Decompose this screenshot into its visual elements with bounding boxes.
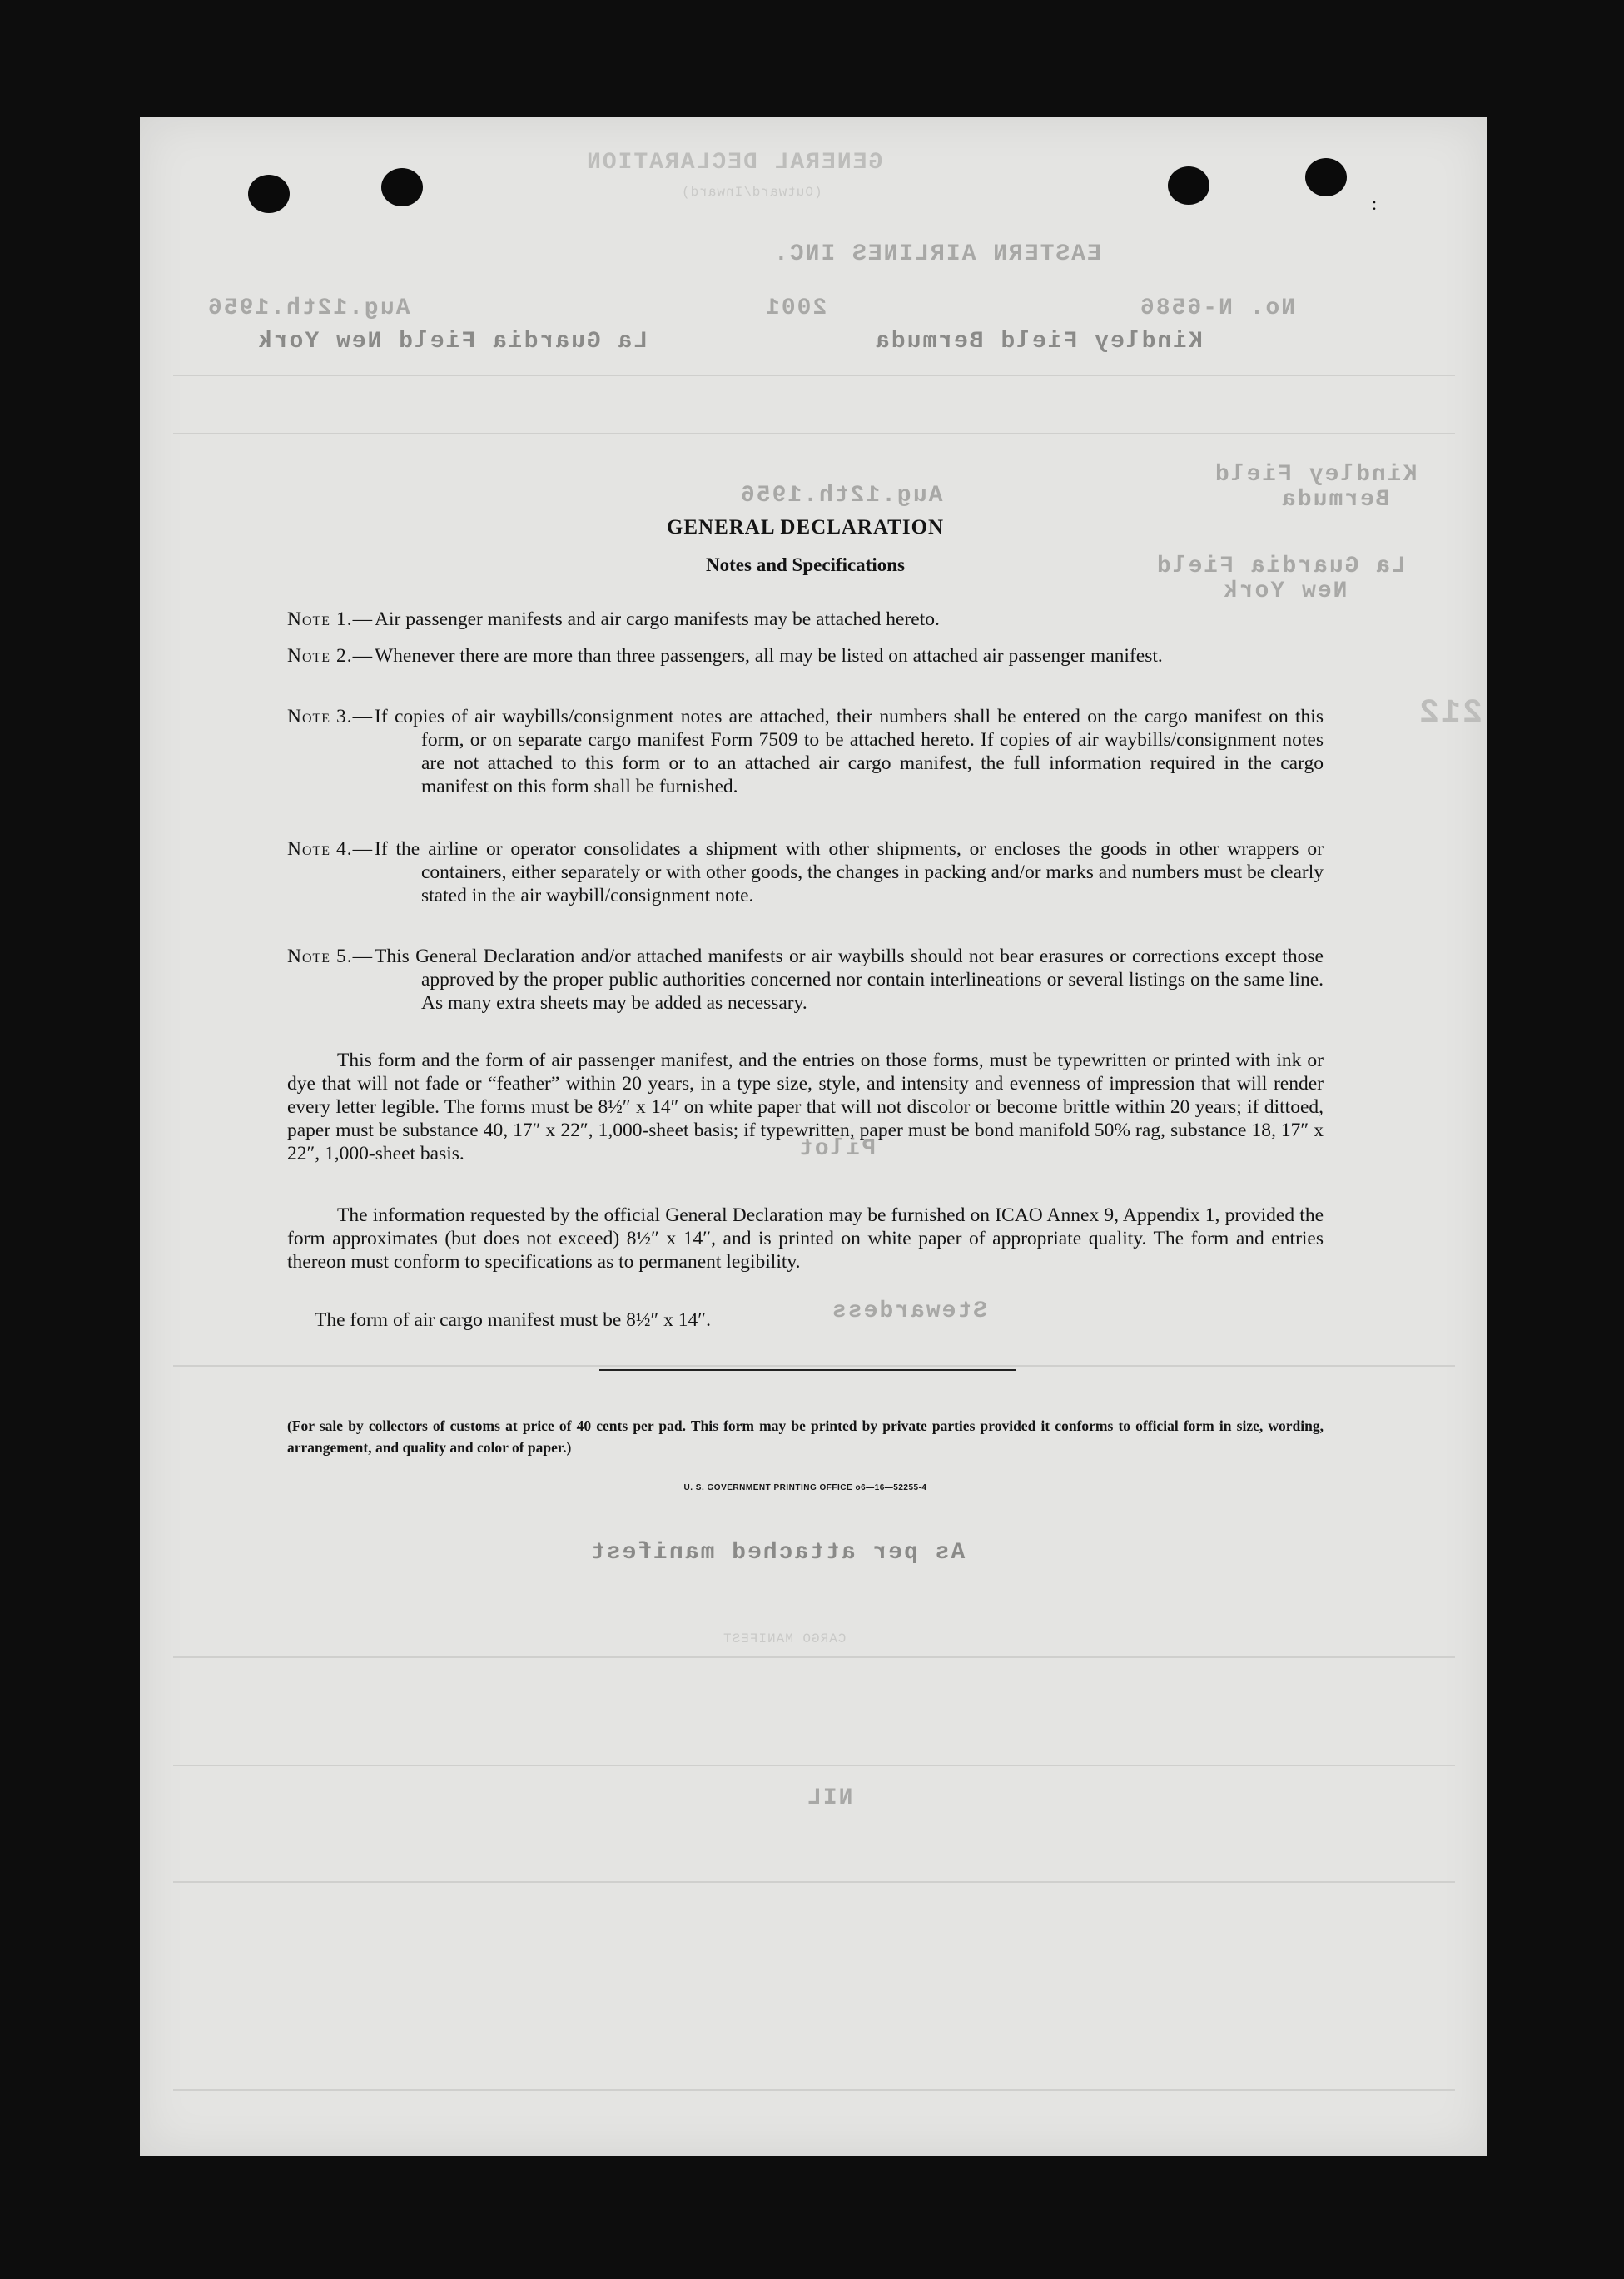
bleed-place-1: Kindley Field [1214, 462, 1418, 488]
note-text: If the airline or operator consolidates a shipment with other shipments, or encloses the goods in other wrappers or containers, either separately or with other goods, the changes in packing and/or marks and numbers must be clearly stated in the air waybill/consignment note. [375, 838, 1324, 906]
bleed-flight-no: 2001 [764, 295, 827, 321]
bleed-crew-1: Pilot [797, 1136, 877, 1162]
bleed-airline: EASTERN AIRLINES INC. [772, 241, 1101, 267]
punch-hole [381, 168, 423, 206]
note-3 [287, 705, 1324, 798]
bleed-date-2: Aug.12th.1956 [739, 483, 943, 509]
bleed-line [173, 1365, 1455, 1367]
bleed-aircraft-no: No. N-6586 [1139, 295, 1296, 321]
bleed-cargo-heading: CARGO MANIFEST [723, 1631, 847, 1646]
bleed-line [173, 433, 1455, 434]
note-label: Note 1.— [287, 608, 374, 630]
bleed-route-from: Kindley Field Bermuda [874, 329, 1203, 355]
ink-mark: : [1372, 193, 1378, 214]
bleed-nil: NIL [806, 1785, 853, 1811]
note-1 [287, 608, 1324, 631]
bleed-date: Aug.12th.1956 [206, 295, 410, 321]
page-title: GENERAL DECLARATION [666, 516, 945, 539]
bleed-place-2: La Guardia Field [1155, 554, 1406, 579]
punch-hole [1168, 166, 1209, 205]
punch-hole [248, 175, 290, 213]
note-text: Air passenger manifests and air cargo manifests may be attached hereto. [375, 608, 940, 630]
printing-office-imprint: U. S. GOVERNMENT PRINTING OFFICE o6—16—52255-4 [683, 1483, 927, 1492]
note-label: Note 5.— [287, 946, 374, 967]
paragraph-cargo-manifest: The form of air cargo manifest must be 8½″ x 14″. [315, 1309, 711, 1331]
bleed-route-to: La Guardia Field New York [256, 329, 648, 355]
sale-note: (For sale by collectors of customs at price of 40 cents per pad. This form may be printed by private parties provided it conforms to official form in size, wording, arrangement, and quality and color of paper.) [287, 1418, 1324, 1456]
note-text: If copies of air waybills/consignment notes are attached, their numbers shall be entered on the cargo manifest on this form, or on separate cargo manifest Form 7509 to be attached hereto. If copies of air waybills/consignment notes are not attached to this form or to an attached air cargo manifest, the full information required in the cargo manifest on this form shall be furnished. [375, 706, 1324, 797]
bleed-line [173, 1656, 1455, 1658]
note-label: Note 2.— [287, 645, 374, 667]
bleed-header: GENERAL DECLARATION [585, 150, 883, 176]
bleed-number: 212 [1418, 695, 1483, 732]
note-text: Whenever there are more than three passengers, all may be listed on attached air passenger manifest. [375, 645, 1163, 667]
bleed-line [173, 1765, 1455, 1766]
paragraph-form-specs: This form and the form of air passenger manifest, and the entries on those forms, must be typewritten or printed with ink or dye that will not fade or “feather” within 20 years, in a type size, style, and intensity and evenness of impression that will render every letter legible. The forms must be 8½″ x 14″ on white paper that will not discolor or become brittle within 20 years; if dittoed, paper must be substance 40, 17″ x 22″, 1,000-sheet basis; if typewritten, paper must be bond manifold 50% rag, substance 18, 17″ x 22″, 1,000-sheet basis. [287, 1050, 1324, 1164]
note-label: Note 4.— [287, 838, 374, 860]
note-4 [287, 837, 1324, 907]
bleed-line [173, 2089, 1455, 2091]
bleed-manifest-note: As per attached manifest [589, 1540, 966, 1566]
bleed-line [173, 375, 1455, 376]
bleed-line [173, 1881, 1455, 1883]
bleed-crew-2: Stewardess [831, 1298, 988, 1324]
note-5 [287, 945, 1324, 1015]
paragraph-icao: The information requested by the official General Declaration may be furnished on ICAO Annex 9, Appendix 1, provided the form approximates (but does not exceed) 8½″ x 14″, and is printed on white paper of appropriate quality. The form and entries thereon must conform to specifications as to permanent legibility. [287, 1204, 1324, 1273]
punch-hole [1305, 158, 1347, 196]
divider-rule [599, 1369, 1016, 1371]
note-label: Note 3.— [287, 706, 374, 727]
note-text: This General Declaration and/or attached manifests or air waybills should not bear erasures or corrections except those approved by the proper public authorities concerned nor contain interlineations or several listings on the same line. As many extra sheets may be added as necessary. [375, 946, 1324, 1014]
bleed-header-sub: (Outward/Inward) [681, 185, 822, 200]
bleed-place-2b: New York [1222, 578, 1348, 604]
note-2 [287, 644, 1324, 668]
page-subtitle: Notes and Specifications [706, 554, 905, 575]
bleed-place-1b: Bermuda [1280, 487, 1390, 513]
